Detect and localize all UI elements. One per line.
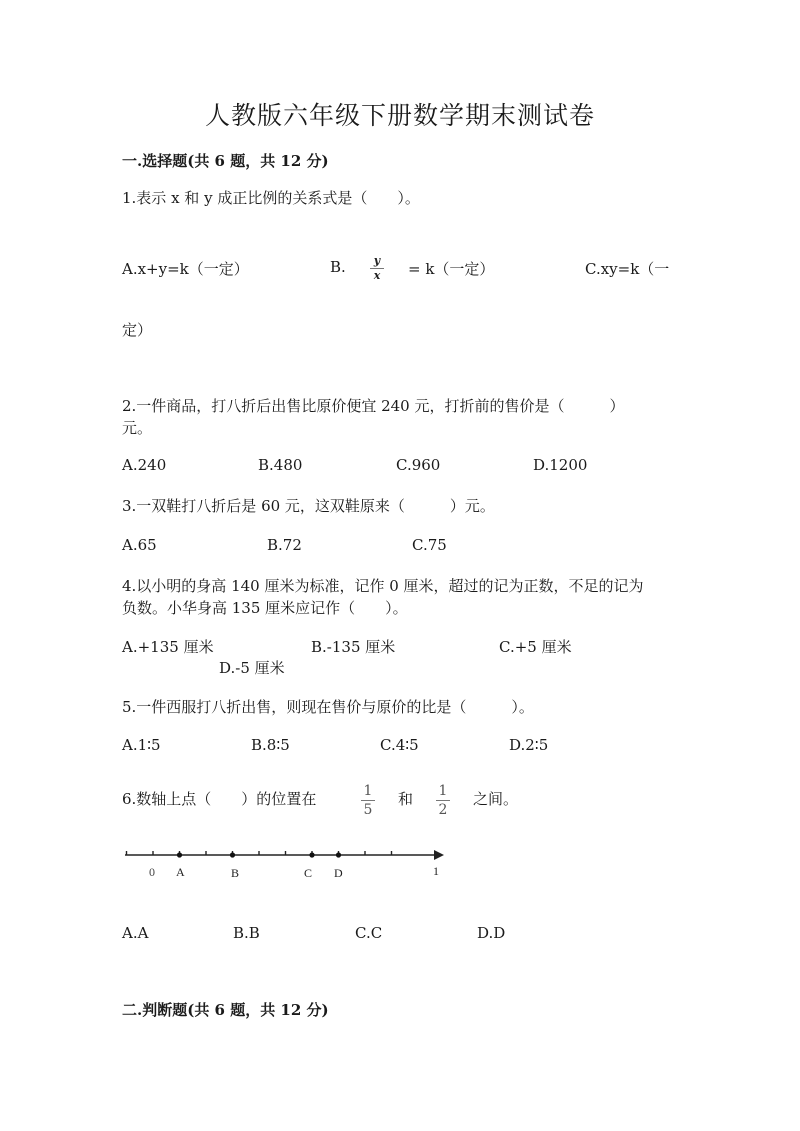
question-6-option-a: A.A	[122, 924, 149, 942]
question-1-option-c: C.xy=k（一	[585, 260, 670, 278]
page-title: 人教版六年级下册数学期末测试卷	[204, 101, 595, 130]
fraction-numerator: 1	[438, 783, 448, 799]
question-2-line-2: 元。	[122, 419, 153, 437]
question-4-line-2: 负数。小华身高 135 厘米应记作（ ）。	[122, 599, 408, 617]
question-6-fraction-one-half	[436, 783, 450, 818]
question-6-text-part-2: 之间。	[473, 790, 519, 808]
question-6-option-c: C.C	[355, 924, 383, 942]
number-line-point-a	[177, 852, 182, 857]
question-6-option-d: D.D	[477, 924, 506, 942]
question-4-option-a: A.+135 厘米	[122, 638, 214, 656]
question-4-line-1: 4.以小明的身高 140 厘米为标准，记作 0 厘米，超过的记为正数，不足的记为	[122, 577, 644, 595]
question-1-option-b-fraction	[370, 255, 384, 282]
question-5-option-d: D.2∶5	[509, 736, 549, 754]
number-line-point-b	[230, 852, 235, 857]
fraction-numerator: 1	[363, 783, 373, 799]
number-line-label-b: B	[231, 866, 240, 880]
fraction-denominator: 5	[363, 802, 373, 818]
question-6-text-and: 和	[398, 790, 414, 808]
question-6-option-b: B.B	[233, 924, 260, 942]
question-6-text-part-1: 6.数轴上点（ ）的位置在	[122, 790, 317, 808]
question-3-text: 3.一双鞋打八折后是 60 元，这双鞋原来（ ）元。	[122, 497, 495, 515]
section-2-heading: 二.判断题(共 6 题，共 12 分)	[122, 1001, 329, 1019]
fraction-numerator: y	[373, 254, 381, 267]
fraction-denominator: x	[373, 269, 381, 282]
question-4-option-b: B.-135 厘米	[311, 638, 396, 656]
question-2-option-a: A.240	[122, 456, 167, 474]
question-1-option-b-suffix: = k（一定）	[408, 260, 495, 278]
fraction-bar	[361, 800, 375, 801]
fraction-bar	[436, 800, 450, 801]
section-1-heading: 一.选择题(共 6 题，共 12 分)	[122, 152, 329, 170]
question-3-option-b: B.72	[267, 536, 302, 554]
number-line	[118, 840, 458, 885]
question-1-text: 1.表示 x 和 y 成正比例的关系式是（ ）。	[122, 189, 420, 207]
question-3-option-c: C.75	[412, 536, 447, 554]
number-line-point-c	[309, 852, 314, 857]
question-1-option-c-continued: 定）	[122, 321, 153, 339]
question-1-option-b-prefix: B.	[330, 258, 346, 276]
number-line-label-d: D	[334, 866, 343, 880]
question-5-option-a: A.1∶5	[122, 736, 161, 754]
question-2-option-c: C.960	[396, 456, 441, 474]
question-1-option-a: A.x+y=k（一定）	[122, 260, 249, 278]
question-2-option-b: B.480	[258, 456, 303, 474]
question-5-option-c: C.4∶5	[380, 736, 419, 754]
question-4-option-c: C.+5 厘米	[499, 638, 572, 656]
question-6-fraction-one-fifth	[361, 783, 375, 818]
number-line-point-d	[336, 852, 341, 857]
question-2-line-1: 2.一件商品，打八折后出售比原价便宜 240 元，打折前的售价是（ ）	[122, 397, 625, 415]
fraction-denominator: 2	[438, 802, 448, 818]
question-4-option-d: D.-5 厘米	[219, 659, 285, 677]
number-line-label-c: C	[304, 866, 313, 880]
question-3-option-a: A.65	[122, 536, 157, 554]
number-line-arrow	[434, 850, 444, 860]
question-5-text: 5.一件西服打八折出售，则现在售价与原价的比是（ ）。	[122, 698, 534, 716]
question-2-option-d: D.1200	[533, 456, 588, 474]
question-5-option-b: B.8∶5	[251, 736, 290, 754]
number-line-label-a: A	[176, 865, 185, 879]
number-line-label-zero: 0	[149, 865, 155, 879]
number-line-label-one: 1	[433, 864, 439, 878]
